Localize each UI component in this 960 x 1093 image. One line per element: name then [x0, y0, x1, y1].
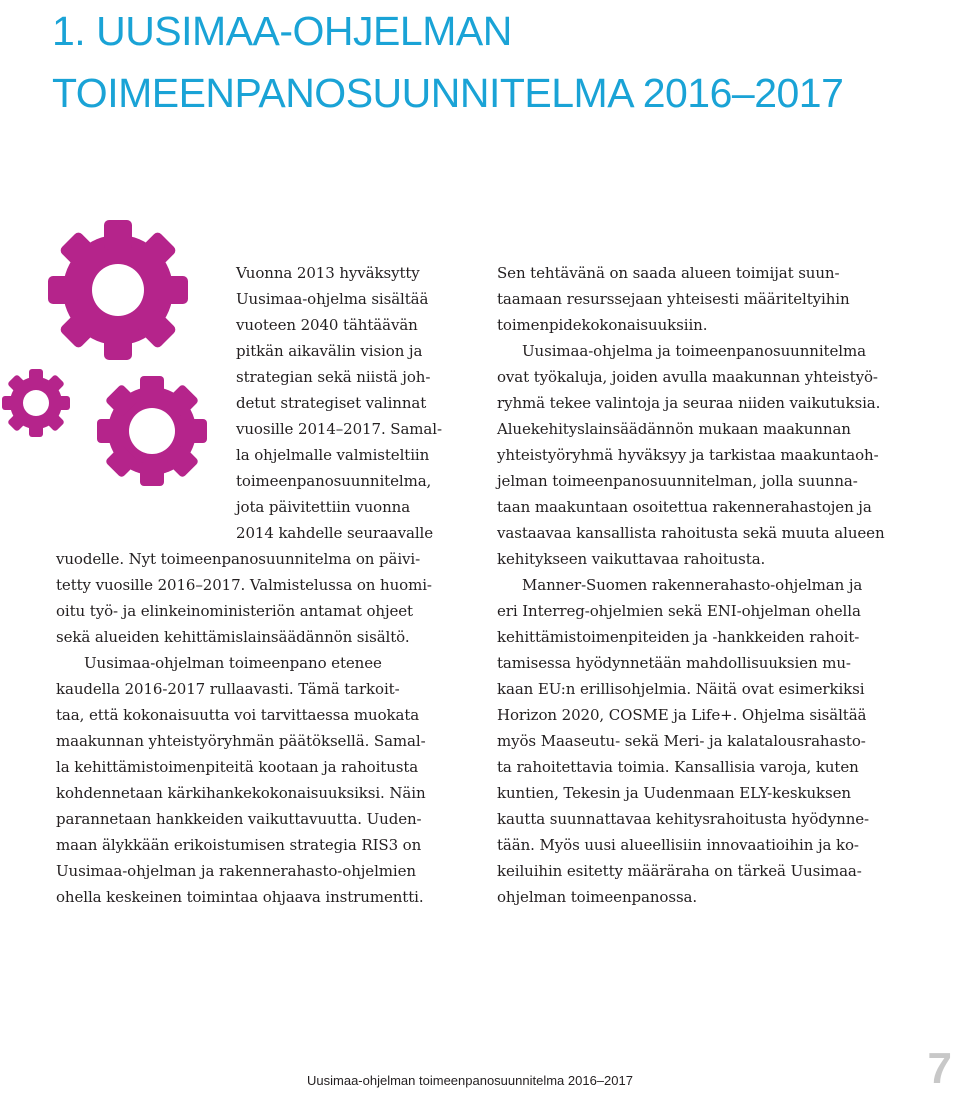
- text-line: kuntien, Tekesin ja Uudenmaan ELY-keskuksen: [497, 784, 851, 802]
- text-line: Uusimaa-ohjelman ja rakennerahasto-ohjelmien: [56, 862, 416, 880]
- text-line: ovat työkaluja, joiden avulla maakunnan yhteistyö-: [497, 368, 878, 386]
- text-line: vuoteen 2040 tähtäävän: [236, 316, 418, 334]
- text-line: la ohjelmalle valmisteltiin: [236, 446, 430, 464]
- text-line: myös Maaseutu- sekä Meri- ja kalatalousrahasto-: [497, 732, 866, 750]
- text-line: kaan EU:n erillisohjelmia. Näitä ovat esimerkiksi: [497, 680, 865, 698]
- text-line: Vuonna 2013 hyväksytty: [236, 264, 420, 282]
- text-line: Uusimaa-ohjelman toimeenpano etenee: [84, 654, 382, 672]
- text-line: pitkän aikavälin vision ja: [236, 342, 423, 360]
- text-line: kaudella 2016-2017 rullaavasti. Tämä tarkoit-: [56, 680, 400, 698]
- text-line: vuodelle. Nyt toimeenpanosuunnitelma on päivi-: [56, 550, 421, 568]
- text-line: oitu työ- ja elinkeinoministeriön antamat ohjeet: [56, 602, 413, 620]
- text-line: strategian sekä niistä joh-: [236, 368, 431, 386]
- text-line: 2014 kahdelle seuraavalle: [236, 524, 434, 542]
- text-line: kehittämistoimenpiteiden ja -hankkeiden rahoit-: [497, 628, 860, 646]
- page-title: [52, 0, 952, 124]
- text-line: parannetaan hankkeiden vaikuttavuutta. Uuden-: [56, 810, 422, 828]
- text-line: Sen tehtävänä on saada alueen toimijat suun-: [497, 264, 840, 282]
- text-line: tetty vuosille 2016–2017. Valmistelussa on huomi-: [56, 576, 432, 594]
- gear-icon-large: [48, 220, 188, 360]
- text-line: ta rahoitettavia toimia. Kansallisia varoja, kuten: [497, 758, 859, 776]
- page-footer: Uusimaa-ohjelman toimeenpanosuunnitelma 2016–2017: [307, 1073, 633, 1088]
- text-line: sekä alueiden kehittämislainsäädännön sisältö.: [56, 628, 410, 646]
- text-line: kautta suunnattavaa kehitysrahoitusta hyödynne-: [497, 810, 870, 828]
- text-line: kohdennetaan kärkihankekokonaisuuksiksi. Näin: [56, 784, 426, 802]
- text-line: Manner-Suomen rakennerahasto-ohjelman ja: [522, 576, 863, 594]
- text-line: Horizon 2020, COSME ja Life+. Ohjelma sisältää: [497, 706, 867, 724]
- text-line: Uusimaa-ohjelma sisältää: [236, 290, 429, 308]
- gear-icon-medium: [97, 376, 207, 486]
- text-line: Aluekehityslainsäädännön mukaan maakunnan: [497, 420, 851, 438]
- page-number: 7: [927, 1044, 952, 1093]
- text-line: taa, että kokonaisuutta voi tarvittaessa muokata: [56, 706, 420, 724]
- text-line: kehitykseen vaikuttavaa rahoitusta.: [497, 550, 766, 568]
- title-line-2: TOIMEENPANOSUUNNITELMA 2016–2017: [52, 70, 844, 116]
- text-line: toimeenpanosuunnitelma,: [236, 472, 432, 490]
- text-line: keiluihin esitetty määräraha on tärkeä Uusimaa-: [497, 862, 862, 880]
- text-line: jelman toimeenpanosuunnitelman, jolla suunna-: [497, 472, 858, 490]
- text-line: yhteistyöryhmä hyväksyy ja tarkistaa maakuntaoh-: [497, 446, 879, 464]
- text-line: taan maakuntaan osoitettua rakennerahastojen ja: [497, 498, 872, 516]
- text-line: ohjelman toimeenpanossa.: [497, 888, 698, 906]
- text-line: eri Interreg-ohjelmien sekä ENI-ohjelman ohella: [497, 602, 861, 620]
- text-line: jota päivitettiin vuonna: [236, 498, 411, 516]
- text-line: vastaavaa kansallista rahoitusta sekä muuta alueen: [497, 524, 885, 542]
- text-line: detut strategiset valinnat: [236, 394, 427, 412]
- text-line: tamisessa hyödynnetään mahdollisuuksien mu-: [497, 654, 851, 672]
- gear-icon-small: [2, 369, 70, 437]
- text-line: la kehittämistoimenpiteitä kootaan ja rahoitusta: [56, 758, 419, 776]
- text-line: ryhmä tekee valintoja ja seuraa niiden vaikutuksia.: [497, 394, 881, 412]
- title-line-1: 1. UUSIMAA-OHJELMAN: [52, 8, 512, 54]
- text-line: maakunnan yhteistyöryhmän päätöksellä. Samal-: [56, 732, 426, 750]
- text-line: toimenpidekokonaisuuksiin.: [497, 316, 708, 334]
- text-line: Uusimaa-ohjelma ja toimeenpanosuunnitelma: [522, 342, 866, 360]
- gears-illustration: [0, 205, 235, 530]
- text-line: maan älykkään erikoistumisen strategia RIS3 on: [56, 836, 422, 854]
- text-line: vuosille 2014–2017. Samal-: [236, 420, 442, 438]
- text-line: tään. Myös uusi alueellisiin innovaatioihin ja ko-: [497, 836, 859, 854]
- text-line: taamaan resurssejaan yhteisesti määriteltyihin: [497, 290, 850, 308]
- text-line: ohella keskeinen toimintaa ohjaava instrumentti.: [56, 888, 424, 906]
